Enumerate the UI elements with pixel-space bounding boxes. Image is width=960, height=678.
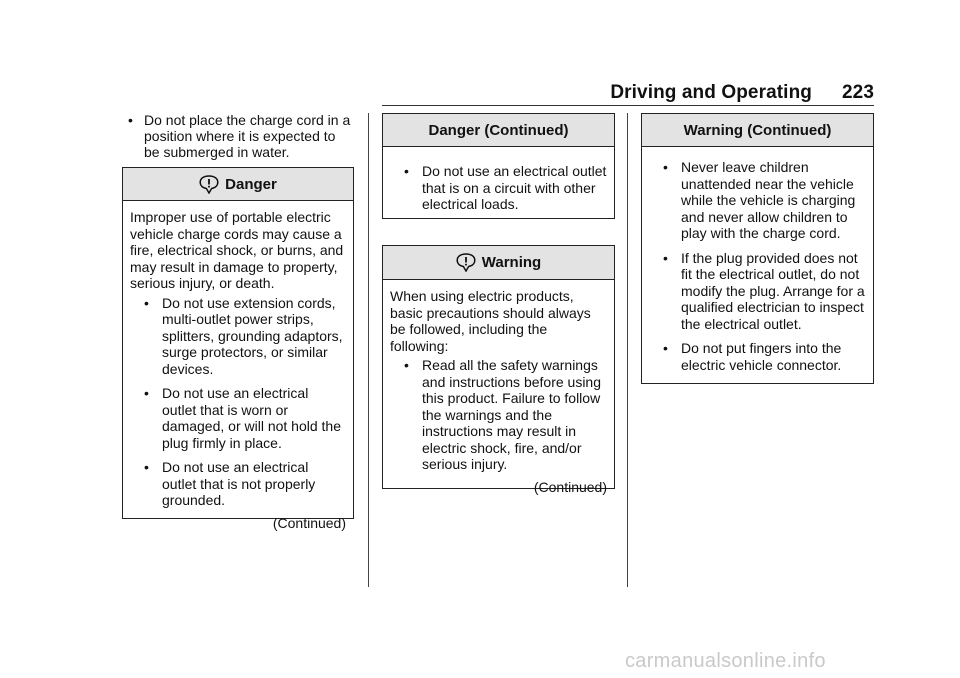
warning-continued-header [642,114,873,147]
danger-continued-box [382,113,615,219]
warning-box-body [383,280,614,499]
danger-continued-header [383,114,614,147]
danger-continued-body [383,147,614,225]
warning-box [382,245,615,495]
warning-continued-box [641,113,874,384]
list-item-text: Do not use an electrical outlet that is on a circuit with other electrical loads. [422,163,607,212]
bullet-symbol: • [144,294,149,311]
list-item [390,163,607,213]
warning-continued-body [642,147,873,385]
bullet-symbol: • [144,459,149,475]
alert-speech-icon [199,175,219,194]
danger-box-body [123,201,353,535]
list-item-text: Do not use extension cords, multi-outlet power strips, splitters, grounding adaptors, surge protectors, or similar devices. [162,294,343,377]
list-item-text: Never leave children unattended near the vehicle while the vehicle is charging and never allow children to play with the charge cord. [681,159,856,241]
bullet-symbol: • [144,385,149,401]
warning-intro: When using electric products, basic precautions should always be followed, including the following: [390,288,591,354]
list-item [122,112,354,160]
warning-continued-title: Warning (Continued) [683,121,832,139]
list-item [649,159,866,242]
bullet-symbol: • [128,112,133,128]
warning-box-header [383,246,614,280]
column-1 [122,112,354,160]
header-divider [382,105,874,106]
list-item [130,295,346,378]
list-item-text: If the plug provided does not fit the electrical outlet, do not modify the plug. Arrange for a qualified electrician to inspect the electrical outlet. [681,249,865,332]
list-item [130,385,346,451]
list-item-text: Read all the safety warnings and instructions before using this product. Failure to follow the warnings and the instructions may result in electric shock, fire, and/or serious injury. [422,357,601,472]
list-item-text: Do not use an electrical outlet that is not properly grounded. [162,459,316,508]
column-divider [627,113,628,587]
danger-box-header [123,168,353,201]
list-item [130,459,346,509]
danger-continued-title: Danger (Continued) [428,121,569,139]
continued-label: (Continued) [272,514,346,531]
continued-label: (Continued) [533,478,607,495]
bullet-symbol: • [404,163,409,179]
list-item [649,250,866,333]
list-item-text: Do not use an electrical outlet that is worn or damaged, or will not hold the plug firmly in place. [162,385,341,451]
danger-title: Danger [225,175,277,193]
bullet-symbol: • [663,340,668,356]
bullet-symbol: • [663,159,668,175]
list-item-text: Do not place the charge cord in a position where it is expected to be submerged in water. [144,112,351,160]
warning-title: Warning [481,254,542,271]
page-header [382,82,874,104]
bullet-symbol: • [663,249,668,266]
bullet-symbol: • [404,357,409,373]
watermark: carmanualsonline.info [625,650,826,672]
section-title: Driving and Operating [610,82,812,103]
column-divider [368,113,369,587]
danger-box [122,167,354,531]
list-item [649,340,866,373]
page-number: 223 [841,82,874,103]
list-item [390,357,607,473]
alert-speech-icon [456,253,476,272]
list-item-text: Do not put fingers into the electric vehicle connector. [681,340,842,373]
danger-intro: Improper use of portable electric vehicle charge cords may cause a fire, electrical shock, or burns, and may result in damage to property, serious injury, or death. [130,209,344,291]
